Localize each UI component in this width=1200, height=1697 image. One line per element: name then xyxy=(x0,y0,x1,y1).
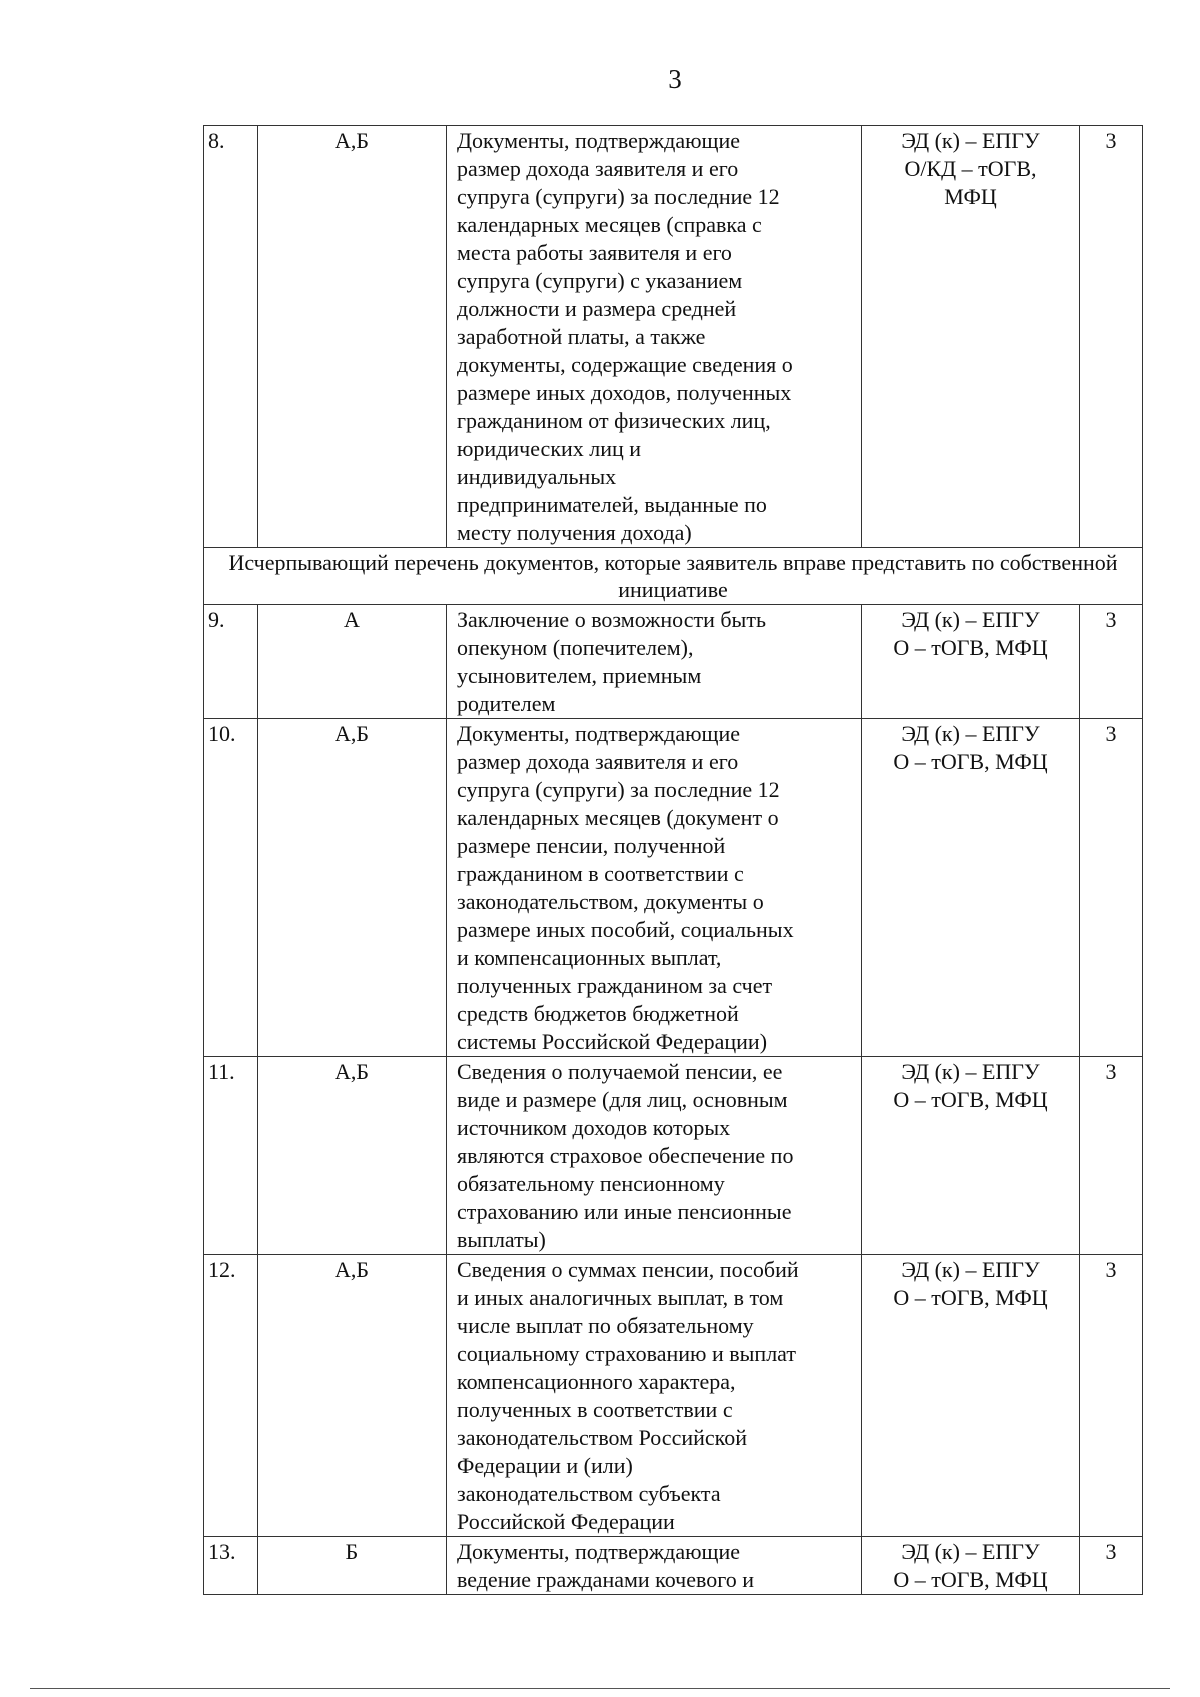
description-line: размере иных доходов, полученных xyxy=(457,380,792,405)
description-line: обязательному пенсионному xyxy=(457,1171,725,1196)
row-number: 9. xyxy=(204,605,258,719)
row-document-description xyxy=(447,1537,862,1595)
description-line: являются страховое обеспечение по xyxy=(457,1143,794,1168)
submission-method-line: ЭД (к) – ЕПГУ xyxy=(901,607,1040,632)
submission-method-line: О – тОГВ, МФЦ xyxy=(893,1087,1048,1112)
description-line: супруга (супруги) за последние 12 xyxy=(457,184,780,209)
description-line: опекуном (попечителем), xyxy=(457,635,694,660)
table-row xyxy=(204,126,1143,548)
description-line: и компенсационных выплат, xyxy=(457,945,722,970)
row-code: 3 xyxy=(1080,126,1143,548)
row-code: 3 xyxy=(1080,605,1143,719)
bottom-rule xyxy=(30,1688,1170,1689)
description-line: супруга (супруги) за последние 12 xyxy=(457,777,780,802)
description-line: Документы, подтверждающие xyxy=(457,128,740,153)
row-category: А xyxy=(258,605,447,719)
submission-method-line: ЭД (к) – ЕПГУ xyxy=(901,1257,1040,1282)
description-line: супруга (супруги) с указанием xyxy=(457,268,743,293)
description-line: документы, содержащие сведения о xyxy=(457,352,793,377)
submission-method-line: ЭД (к) – ЕПГУ xyxy=(901,128,1040,153)
description-line: усыновителем, приемным xyxy=(457,663,702,688)
row-document-description xyxy=(447,126,862,548)
row-submission-method xyxy=(862,1255,1080,1537)
section-heading: Исчерпывающий перечень документов, которые заявитель вправе представить по собственной инициативе xyxy=(204,548,1143,605)
submission-method-line: О – тОГВ, МФЦ xyxy=(893,1567,1048,1592)
submission-method-line: О/КД – тОГВ, xyxy=(904,156,1037,181)
description-line: размере пенсии, полученной xyxy=(457,833,726,858)
description-line: системы Российской Федерации) xyxy=(457,1029,768,1054)
row-number: 12. xyxy=(204,1255,258,1537)
description-line: Сведения о суммах пенсии, пособий xyxy=(457,1257,799,1282)
description-line: индивидуальных xyxy=(457,464,617,489)
row-category: А,Б xyxy=(258,719,447,1057)
row-submission-method xyxy=(862,1537,1080,1595)
row-number: 11. xyxy=(204,1057,258,1255)
description-line: законодательством Российской xyxy=(457,1425,747,1450)
row-number: 10. xyxy=(204,719,258,1057)
description-line: выплаты) xyxy=(457,1227,546,1252)
row-number: 13. xyxy=(204,1537,258,1595)
row-document-description xyxy=(447,1255,862,1537)
row-category: А,Б xyxy=(258,1255,447,1537)
table-row xyxy=(204,605,1143,719)
description-line: ведение гражданами кочевого и xyxy=(457,1567,754,1592)
row-code: 3 xyxy=(1080,1057,1143,1255)
description-line: полученных гражданином за счет xyxy=(457,973,773,998)
description-line: календарных месяцев (справка с xyxy=(457,212,762,237)
description-line: Российской Федерации xyxy=(457,1509,675,1534)
description-line: месту получения дохода) xyxy=(457,520,692,545)
description-line: виде и размере (для лиц, основным xyxy=(457,1087,788,1112)
description-line: должности и размера средней xyxy=(457,296,737,321)
description-line: предпринимателей, выданные по xyxy=(457,492,767,517)
row-number: 8. xyxy=(204,126,258,548)
description-line: Федерации и (или) xyxy=(457,1453,633,1478)
table-row xyxy=(204,719,1143,1057)
description-line: полученных в соответствии с xyxy=(457,1397,733,1422)
table-row xyxy=(204,1537,1143,1595)
description-line: Заключение о возможности быть xyxy=(457,607,766,632)
submission-method-line: О – тОГВ, МФЦ xyxy=(893,749,1048,774)
description-line: числе выплат по обязательному xyxy=(457,1313,754,1338)
row-code: 3 xyxy=(1080,1537,1143,1595)
submission-method-line: ЭД (к) – ЕПГУ xyxy=(901,1059,1040,1084)
description-line: календарных месяцев (документ о xyxy=(457,805,779,830)
description-line: гражданином от физических лиц, xyxy=(457,408,771,433)
row-document-description xyxy=(447,605,862,719)
submission-method-line: ЭД (к) – ЕПГУ xyxy=(901,1539,1040,1564)
row-code: 3 xyxy=(1080,719,1143,1057)
section-heading-group xyxy=(204,548,1143,605)
description-line: родителем xyxy=(457,691,556,716)
row-code: 3 xyxy=(1080,1255,1143,1537)
row-category: Б xyxy=(258,1537,447,1595)
description-line: юридических лиц и xyxy=(457,436,642,461)
row-submission-method xyxy=(862,126,1080,548)
table-body-required xyxy=(204,126,1143,548)
submission-method-line: ЭД (к) – ЕПГУ xyxy=(901,721,1040,746)
description-line: законодательством, документы о xyxy=(457,889,764,914)
row-submission-method xyxy=(862,605,1080,719)
description-line: размере иных пособий, социальных xyxy=(457,917,794,942)
table-row xyxy=(204,1255,1143,1537)
description-line: заработной платы, а также xyxy=(457,324,706,349)
description-line: законодательством субъекта xyxy=(457,1481,721,1506)
description-line: Документы, подтверждающие xyxy=(457,721,740,746)
table-body-optional xyxy=(204,605,1143,1595)
row-document-description xyxy=(447,719,862,1057)
description-line: размер дохода заявителя и его xyxy=(457,156,739,181)
description-line: компенсационного характера, xyxy=(457,1369,736,1394)
description-line: Сведения о получаемой пенсии, ее xyxy=(457,1059,783,1084)
table-row xyxy=(204,1057,1143,1255)
submission-method-line: О – тОГВ, МФЦ xyxy=(893,1285,1048,1310)
row-category: А,Б xyxy=(258,126,447,548)
description-line: средств бюджетов бюджетной xyxy=(457,1001,739,1026)
submission-method-line: МФЦ xyxy=(944,184,997,209)
page-number: 3 xyxy=(668,64,682,94)
description-line: страхованию или иные пенсионные xyxy=(457,1199,792,1224)
description-line: гражданином в соответствии с xyxy=(457,861,744,886)
row-category: А,Б xyxy=(258,1057,447,1255)
description-line: и иных аналогичных выплат, в том xyxy=(457,1285,784,1310)
description-line: места работы заявителя и его xyxy=(457,240,732,265)
description-line: Документы, подтверждающие xyxy=(457,1539,740,1564)
row-submission-method xyxy=(862,719,1080,1057)
description-line: размер дохода заявителя и его xyxy=(457,749,739,774)
row-submission-method xyxy=(862,1057,1080,1255)
row-document-description xyxy=(447,1057,862,1255)
description-line: источником доходов которых xyxy=(457,1115,731,1140)
submission-method-line: О – тОГВ, МФЦ xyxy=(893,635,1048,660)
documents-table xyxy=(203,125,1143,1595)
section-heading-row xyxy=(204,548,1143,605)
description-line: социальному страхованию и выплат xyxy=(457,1341,796,1366)
